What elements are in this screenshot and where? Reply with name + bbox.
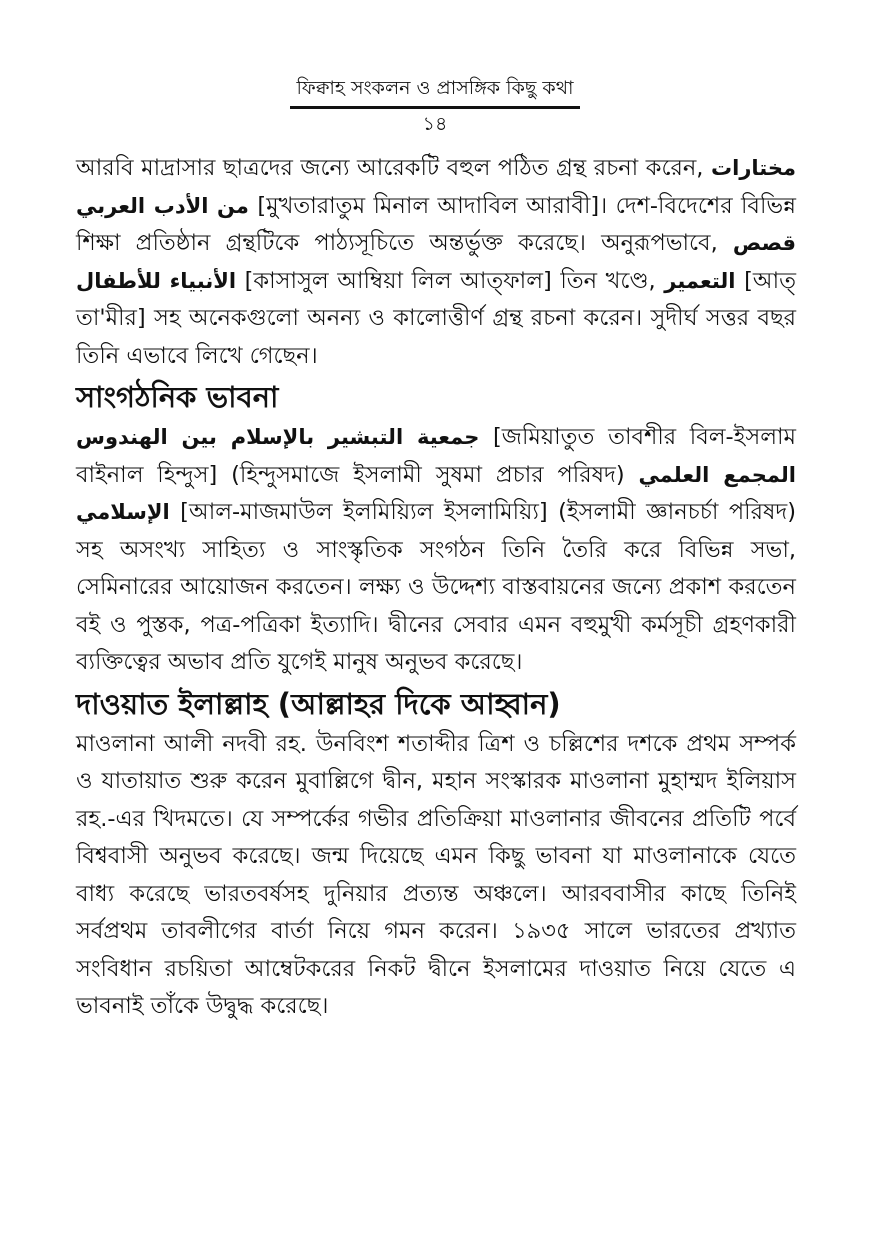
arabic-title-mukhtarat: مختارات من الأدب العربي [76, 156, 796, 218]
intro-paragraph [76, 150, 796, 375]
page-body [76, 150, 796, 1026]
intro-text-3: [কাসাসুল আম্বিয়া লিল আত্‌ফাল] তিন খণ্ডে, [244, 267, 656, 294]
organizational-text-2: [আল-মাজমাউল ইলমিয়্যিল ইসলামিয়্যি] (ইসলামী জ্ঞানচর্চা পরিষদ) সহ অসংখ্য সাহিত্য ও সাংস্কৃতিক সংগঠন তিনি তৈরি করে বিভিন্ন সভা, সেমিনারের আয়োজন করতেন। লক্ষ্য ও উদ্দেশ্য বাস্তবায়নের জন্যে প্রকাশ করতেন বই ও পুস্তক, পত্র-পত্রিকা ইত্যাদি। দ্বীনের সেবার এমন বহুমুখী কর্মসূচী গ্রহণকারী ব্যক্তিত্বের অভাব প্রতি যুগেই মানুষ অনুভব করেছে। [76, 499, 797, 675]
intro-text-4: [আত্‌ তা'মীর] সহ অনেকগুলো অনন্য ও কালোত্তীর্ণ গ্রন্থ রচনা করেন। সুদীর্ঘ সত্তর বছর তিনি এভাবে লিখে গেছেন। [76, 267, 796, 369]
arabic-name-majma: المجمع العلمي الإسلامي [76, 462, 796, 524]
header-rule [290, 106, 580, 109]
organizational-text-1: [জমিয়াতুত তাবশীর বিল-ইসলাম বাইনাল হিন্দুস] (হিন্দুসমাজে ইসলামী সুষমা প্রচার পরিষদ) [76, 424, 796, 488]
arabic-title-qasas: قصص الأنبياء للأطفال [76, 231, 797, 293]
intro-text-2: [মুখতারাতুম মিনাল আদাবিল আরাবী]। দেশ-বিদেশের বিভিন্ন শিক্ষা প্রতিষ্ঠান গ্রন্থটিকে পাঠ্যসূচিতে অন্তর্ভুক্ত করেছে। অনুরূপভাবে, [76, 192, 796, 256]
arabic-name-jamiyat: جمعية التبشير بالإسلام بين الهندوس [76, 425, 480, 449]
running-title: ফিক্বাহ সংকলন ও প্রাসঙ্গিক কিছু কথা [296, 77, 574, 99]
intro-text-1: আরবি মাদ্রাসার ছাত্রদের জন্যে আরেকটি বহুল পঠিত গ্রন্থ রচনা করেন, [76, 155, 704, 181]
organizational-paragraph [76, 419, 796, 682]
page-number: ১৪ [422, 113, 448, 135]
section-heading-organizational: সাংগঠনিক ভাবনা [76, 380, 279, 414]
arabic-title-tamir: التعمير [664, 268, 736, 293]
section-heading-dawah: দাওয়াত ইলাল্লাহ (আল্লাহর দিকে আহ্বান) [76, 686, 561, 721]
dawah-paragraph: মাওলানা আলী নদবী রহ. উনবিংশ শতাব্দীর ত্রিশ ও চল্লিশের দশকে প্রথম সম্পর্ক ও যাতায়াত শুরু করেন মুবাল্লিগে দ্বীন, মহান সংস্কারক মাওলানা মুহাম্মদ ইলিয়াস রহ.-এর খিদমতে। যে সম্পর্কের গভীর প্রতিক্রিয়া মাওলানার জীবনের প্রতিটি পর্বে বিশ্ববাসী অনুভব করেছে। জন্ম দিয়েছে এমন কিছু ভাবনা যা মাওলানাকে যেতে বাধ্য করেছে ভারতবর্ষসহ দুনিয়ার প্রত্যন্ত অঞ্চলে। আরববাসীর কাছে তিনিই সর্বপ্রথম তাবলীগের বার্তা নিয়ে গমন করেন। ১৯৩৫ সালে ভারতের প্রখ্যাত সংবিধান রচয়িতা আম্বেটকরের নিকট দ্বীনে ইসলামের দাওয়াত নিয়ে যেতে এ ভাবনাই তাঁকে উদ্বুদ্ধ করেছে। [76, 730, 796, 1019]
